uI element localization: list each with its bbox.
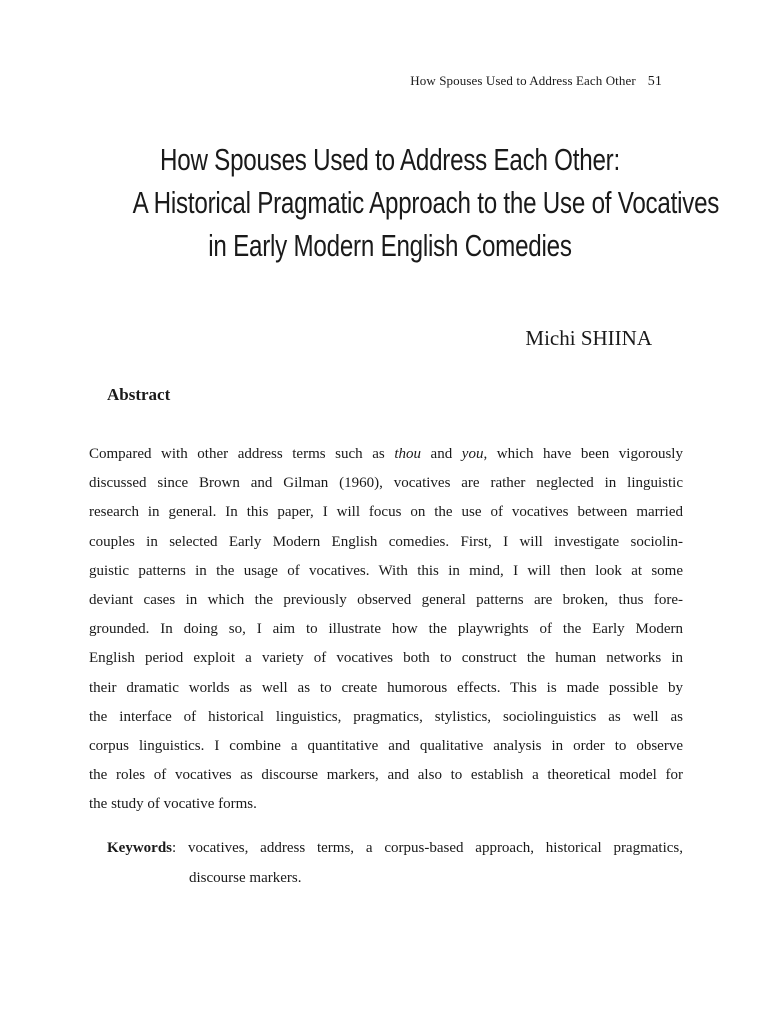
title-line: in Early Modern English Comedies	[208, 228, 572, 263]
abstract-line	[89, 790, 683, 819]
abstract-line	[89, 586, 683, 615]
abstract-italic-term: you	[461, 446, 484, 462]
paper-title	[132, 138, 720, 267]
abstract-text: corpus linguistics. I combine a quantitative and qualitative analysis in order to observe	[89, 738, 683, 755]
abstract-line	[89, 761, 683, 790]
keywords-line	[107, 834, 683, 864]
abstract-line	[89, 440, 683, 469]
abstract-line	[89, 644, 683, 673]
abstract-line	[89, 674, 683, 703]
keywords-label: Keywords	[107, 840, 172, 856]
abstract-text: grounded. In doing so, I aim to illustrate how the playwrights of the Early Modern	[89, 621, 683, 638]
abstract-line	[89, 498, 683, 527]
abstract-text: guistic patterns in the usage of vocatives. With this in mind, I will then look at some	[89, 562, 683, 579]
abstract-heading: Abstract	[107, 385, 171, 404]
running-head	[410, 73, 662, 90]
abstract-line	[89, 528, 683, 557]
abstract-line	[89, 469, 683, 498]
abstract-text: their dramatic worlds as well as to create humorous effects. This is made possible by	[89, 679, 683, 696]
abstract-text: , which have been vigorously	[483, 446, 683, 462]
author-name: Michi SHIINA	[525, 326, 652, 350]
abstract-italic-term: thou	[394, 446, 421, 462]
abstract-line	[89, 732, 683, 761]
abstract-line	[89, 615, 683, 644]
abstract-text: couples in selected Early Modern English comedies. First, I will investigate sociolin-	[89, 533, 683, 550]
abstract-body	[89, 440, 683, 820]
abstract-text: the study of vocative forms.	[89, 796, 257, 813]
keywords	[107, 834, 683, 893]
keywords-list: : vocatives, address terms, a corpus-based approach, historical pragmatics,	[172, 840, 683, 856]
keywords-list-continued: discourse markers.	[189, 869, 302, 886]
running-head-title: How Spouses Used to Address Each Other	[410, 73, 636, 88]
abstract-text: and	[420, 446, 462, 462]
abstract-text: research in general. In this paper, I will focus on the use of vocatives between married	[89, 504, 683, 521]
page-number: 51	[647, 74, 662, 89]
abstract-text: English period exploit a variety of vocatives both to construct the human networks in	[89, 650, 683, 667]
abstract-text: the roles of vocatives as discourse markers, and also to establish a theoretical model for	[89, 767, 683, 784]
abstract-text: the interface of historical linguistics, pragmatics, stylistics, sociolinguistics as well as	[89, 708, 683, 725]
abstract-line	[89, 703, 683, 732]
title-line: A Historical Pragmatic Approach to the Use of Vocatives	[132, 185, 720, 220]
abstract-text: Compared with other address terms such as	[89, 446, 395, 462]
abstract-line	[89, 557, 683, 586]
title-line: How Spouses Used to Address Each Other:	[160, 142, 620, 177]
abstract-text: discussed since Brown and Gilman (1960), vocatives are rather neglected in linguistic	[89, 475, 683, 492]
abstract-text: deviant cases in which the previously observed general patterns are broken, thus fore-	[89, 592, 683, 609]
